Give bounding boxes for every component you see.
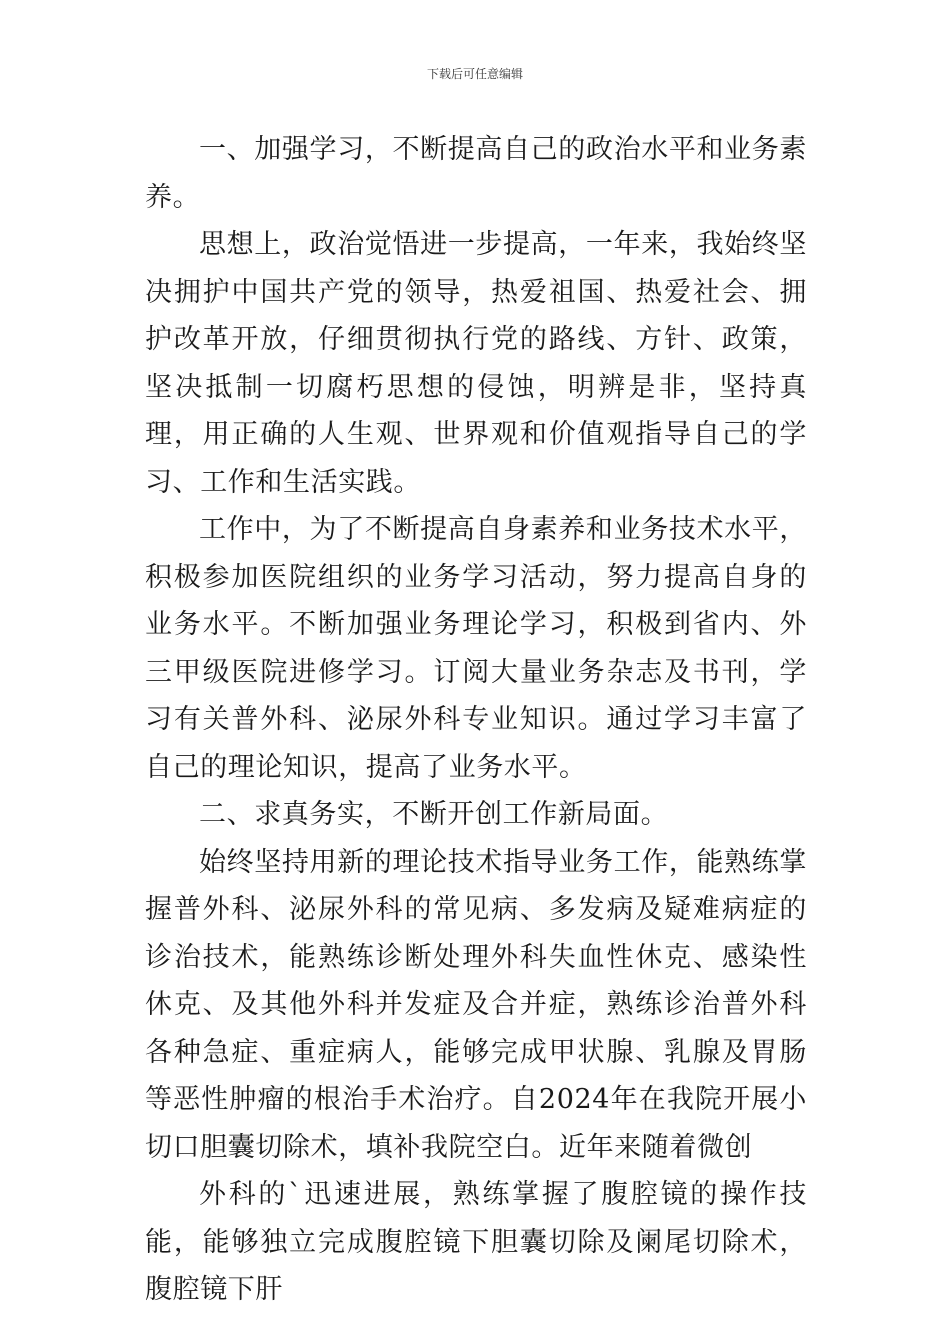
paragraph-clinical-skills: 始终坚持用新的理论技术指导业务工作，能熟练掌握普外科、泌尿外科的常见病、多发病及疑难病症的诊治技术，能熟练诊断处理外科失血性休克、感染性休克、及其他外科并发症及合并症，熟练诊治普外科各种急症、重症病人，能够完成甲状腺、乳腺及胃肠等恶性肿瘤的根治手术治疗。自2024年在我院开展小切口胆囊切除术，填补我院空白。近年来随着微创 [145, 846, 807, 1163]
paragraph-work-study: 工作中，为了不断提高自身素养和业务技术水平，积极参加医院组织的业务学习活动，努力提高自身的业务水平。不断加强业务理论学习，积极到省内、外三甲级医院进修学习。订阅大量业务杂志及书刊，学习有关普外科、泌尿外科专业知识。通过学习丰富了自己的理论知识，提高了业务水平。 [145, 514, 807, 783]
paragraph-ideology: 思想上，政治觉悟进一步提高，一年来，我始终坚决拥护中国共产党的领导，热爱祖国、热爱社会、拥护改革开放，仔细贯彻执行党的路线、方针、政策，坚决抵制一切腐朽思想的侵蚀，明辨是非，坚持真理，用正确的人生观、世界观和价值观指导自己的学习、工作和生活实践。 [145, 229, 807, 498]
paragraph-laparoscopy: 外科的`迅速进展，熟练掌握了腹腔镜的操作技能，能够独立完成腹腔镜下胆囊切除及阑尾切除术，腹腔镜下肝 [145, 1179, 807, 1305]
document-body [145, 126, 807, 1314]
paragraph-heading-2: 二、求真务实，不断开创工作新局面。 [199, 799, 669, 830]
paragraph-heading-1: 一、加强学习，不断提高自己的政治水平和业务素养。 [145, 134, 807, 213]
page-header: 下载后可任意编辑 [426, 67, 523, 81]
